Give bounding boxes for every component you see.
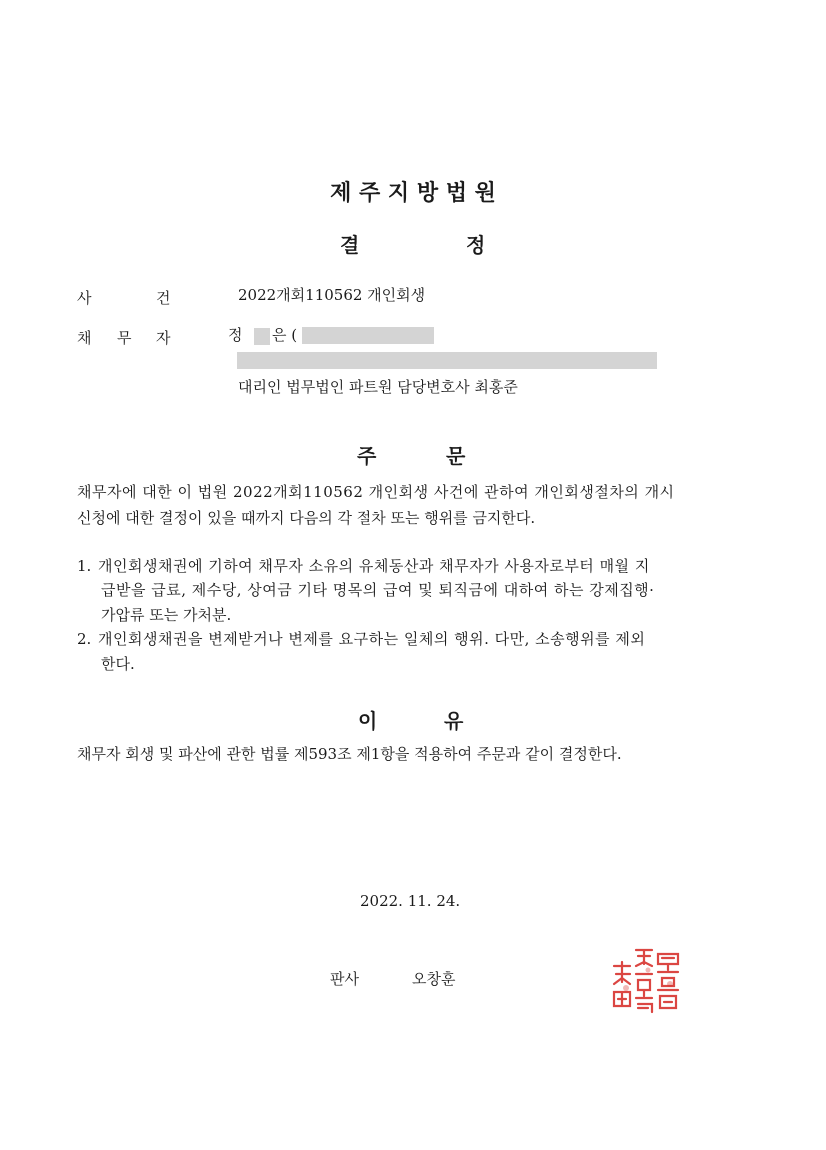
debtor-agent: 대리인 법무법인 파트원 담당변호사 최홍준 — [238, 378, 518, 396]
order-item-2-line-1: 개인회생채권을 변제받거나 변제를 요구하는 일체의 행위. 다만, 소송행위를 제외 — [98, 630, 646, 648]
order-item-1-line-3: 가압류 또는 가처분. — [101, 606, 232, 624]
redaction-mask-name — [254, 328, 270, 345]
decision-date: 2022. 11. 24. — [360, 892, 461, 910]
order-item-1-line-2: 급받을 급료, 제수당, 상여금 기타 명목의 급여 및 퇴직금에 대하여 하는 강제집행· — [101, 581, 655, 599]
judge-title: 판사 — [330, 970, 359, 988]
order-heading-left: 주 — [357, 444, 377, 468]
order-intro-line-2: 신청에 대한 결정이 있을 때까지 다음의 각 절차 또는 행위를 금지한다. — [77, 509, 536, 527]
order-item-2-number: 2. — [77, 630, 92, 648]
case-label-char-2: 건 — [156, 289, 171, 307]
debtor-label-char-2: 무 — [117, 329, 132, 347]
judge-name: 오창훈 — [412, 970, 456, 988]
court-seal-icon — [608, 944, 688, 1016]
order-item-1-number: 1. — [77, 557, 92, 575]
doc-title-left: 결 — [340, 233, 360, 257]
debtor-label-char-1: 채 — [77, 329, 92, 347]
debtor-name-first: 정 — [228, 326, 243, 344]
order-intro-line-1: 채무자에 대한 이 법원 2022개회110562 개인회생 사건에 관하여 개인회생절차의 개시 — [77, 483, 675, 501]
reason-text: 채무자 회생 및 파산에 관한 법률 제593조 제1항을 적용하여 주문과 같이 결정한다. — [77, 745, 622, 763]
case-number-value: 2022개회110562 개인회생 — [238, 286, 426, 304]
case-label-char-1: 사 — [77, 289, 92, 307]
court-name: 제 주 지 방 법 원 — [330, 181, 496, 206]
order-item-2-line-2: 한다. — [101, 655, 135, 673]
debtor-name-last: 은 ( — [272, 326, 298, 344]
order-item-1-line-1: 개인회생채권에 기하여 채무자 소유의 유체동산과 채무자가 사용자로부터 매월 지 — [98, 557, 650, 575]
reason-heading-left: 이 — [358, 709, 378, 733]
doc-title-right: 정 — [466, 233, 486, 257]
reason-heading-right: 유 — [444, 709, 464, 733]
redaction-mask-address — [237, 352, 657, 369]
debtor-label-char-3: 자 — [156, 329, 171, 347]
order-heading-right: 문 — [446, 444, 466, 468]
redaction-mask-id — [302, 327, 434, 344]
